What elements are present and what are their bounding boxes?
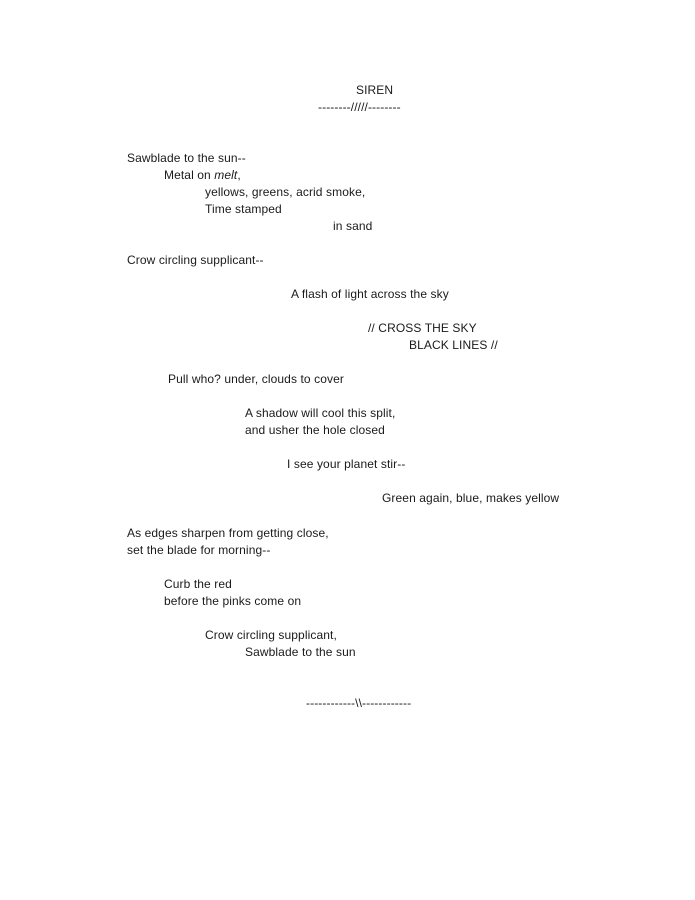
poem-line: Sawblade to the sun-- <box>127 151 246 165</box>
poem-line: Sawblade to the sun <box>245 645 356 659</box>
poem-line: A shadow will cool this split, <box>245 406 396 420</box>
poem-line: Time stamped <box>205 202 282 216</box>
poem-line: in sand <box>333 219 373 233</box>
title-rule: --------/////-------- <box>318 100 401 114</box>
poem-line: Crow circling supplicant, <box>205 628 337 642</box>
poem-line: Crow circling supplicant-- <box>127 253 264 267</box>
poem-line: As edges sharpen from getting close, <box>127 526 329 540</box>
poem-line: Metal on melt, <box>164 168 241 182</box>
poem-line: Pull who? under, clouds to cover <box>168 372 344 386</box>
poem-line: set the blade for morning-- <box>127 543 271 557</box>
poem-line: Curb the red <box>164 577 232 591</box>
poem-title: SIREN <box>356 83 394 97</box>
poem-line: before the pinks come on <box>164 594 302 608</box>
emphasis: melt <box>214 168 238 182</box>
poem-line: I see your planet stir-- <box>287 457 406 471</box>
poem-line: and usher the hole closed <box>245 423 385 437</box>
poem-line: A flash of light across the sky <box>291 287 449 301</box>
poem-line: BLACK LINES // <box>409 338 498 352</box>
poem-line: Green again, blue, makes yellow <box>382 491 560 505</box>
poem-line: yellows, greens, acrid smoke, <box>205 185 366 199</box>
end-rule: ------------\\------------ <box>306 696 412 710</box>
poem-line: // CROSS THE SKY <box>368 321 477 335</box>
